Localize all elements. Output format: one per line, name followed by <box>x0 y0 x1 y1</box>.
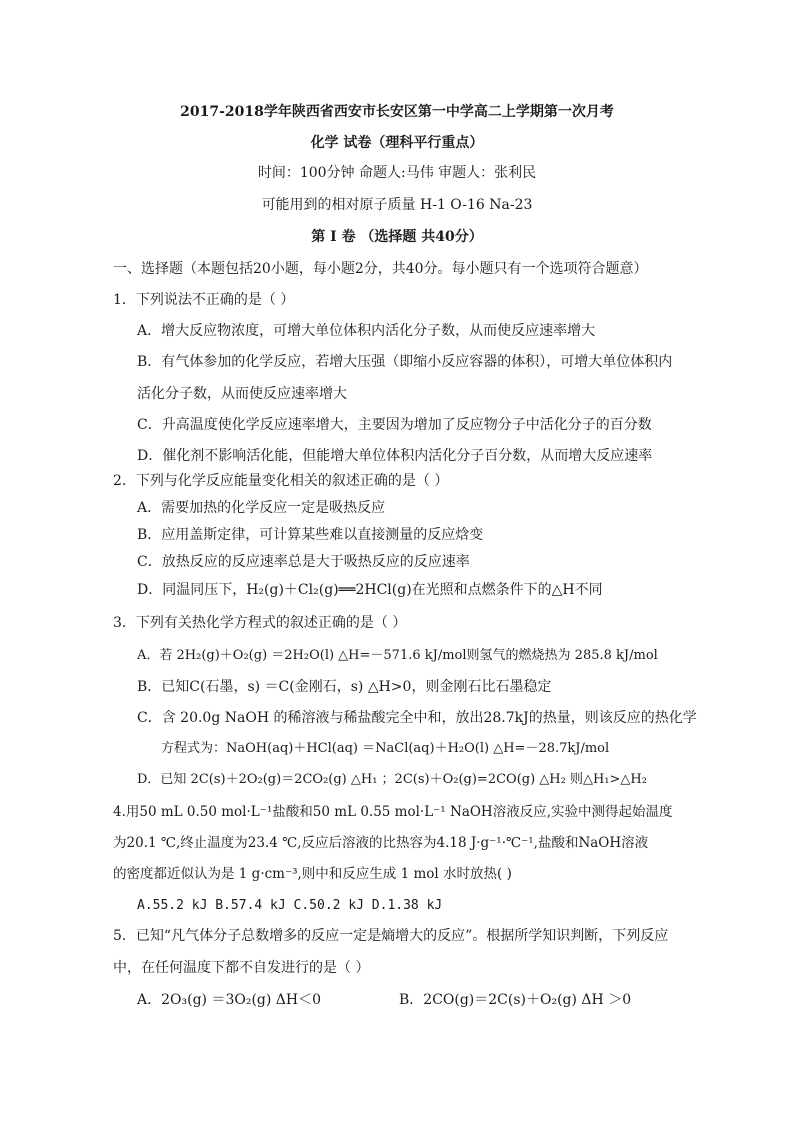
question-3-option-a: A．若 2H₂(g)＋O₂(g) ＝2H₂O(l) △H=－571.6 kJ/mol则氢气的燃烧热为 285.8 kJ/mol <box>137 648 658 663</box>
question-5-line-1: 5．已知“凡气体分子总数增多的反应一定是熵增大的反应”。根据所学知识判断，下列反应 <box>113 928 669 944</box>
question-1-option-b: B．有气体参加的化学反应，若增大压强（即缩小反应容器的体积），可增大单位体积内 <box>137 354 673 370</box>
question-4-line-1: 4.用50 mL 0.50 mol·L⁻¹盐酸和50 mL 0.55 mol·L⁻¹ NaOH溶液反应,实验中测得起始温度 <box>113 804 673 820</box>
atomic-mass-note: 可能用到的相对原子质量 H-1 O-16 Na-23 <box>261 197 533 213</box>
question-1-option-b-continued: 活化分子数，从而使反应速率增大 <box>137 386 347 402</box>
question-5-option-b: B．2CO(g)＝2C(s)＋O₂(g) ΔH ＞0 <box>399 992 632 1008</box>
exam-subtitle: 化学 试卷（理科平行重点） <box>310 135 484 151</box>
question-1-stem: 1．下列说法不正确的是（ ） <box>113 292 295 308</box>
question-4-line-3: 的密度都近似认为是 1 g·cm⁻³,则中和反应生成 1 mol 水时放热( ) <box>113 866 512 882</box>
question-3-option-c-continued: 方程式为：NaOH(aq)＋HCl(aq) ＝NaCl(aq)＋H₂O(l) △H=－28.7kJ/mol <box>161 741 610 756</box>
question-5-line-2: 中，在任何温度下都不自发进行的是（ ） <box>113 960 370 976</box>
question-3-option-d: D．已知 2C(s)＋2O₂(g)＝2CO₂(g) △H₁ ；2C(s)＋O₂(g)=2CO(g) △H₂ 则△H₁>△H₂ <box>137 772 647 787</box>
question-2-option-a: A．需要加热的化学反应一定是吸热反应 <box>137 500 386 516</box>
section-instructions: 一、选择题（本题包括20小题，每小题2分，共40分。每小题只有一个选项符合题意） <box>113 261 648 277</box>
question-1-option-a: A．增大反应物浓度，可增大单位体积内活化分子数，从而使反应速率增大 <box>137 323 596 339</box>
question-3-option-c: C．含 20.0g NaOH 的稀溶液与稀盐酸完全中和，放出28.7kJ的热量，则该反应的热化学 <box>137 710 697 726</box>
exam-info: 时间：100分钟 命题人:马伟 审题人：张利民 <box>257 165 537 181</box>
question-4-options: A.55.2 kJ B.57.4 kJ C.50.2 kJ D.1.38 kJ <box>137 898 443 913</box>
question-2-stem: 2．下列与化学反应能量变化相关的叙述正确的是（ ） <box>113 473 449 489</box>
question-4-line-2: 为20.1 ℃,终止温度为23.4 ℃,反应后溶液的比热容为4.18 J·g⁻¹·℃⁻¹,盐酸和NaOH溶液 <box>113 835 649 851</box>
question-3-option-b: B．已知C(石墨，s) ＝C(金刚石，s) △H>0，则金刚石比石墨稳定 <box>137 679 552 695</box>
question-1-option-c: C．升高温度使化学反应速率增大，主要因为增加了反应物分子中活化分子的百分数 <box>137 417 652 433</box>
question-1-option-d: D．催化剂不影响活化能，但能增大单位体积内活化分子百分数，从而增大反应速率 <box>137 448 653 464</box>
section-heading: 第 I 卷 （选择题 共40分） <box>311 229 483 245</box>
question-2-option-c: C．放热反应的反应速率总是大于吸热反应的反应速率 <box>137 554 470 570</box>
question-5-option-a: A．2O₃(g) ＝3O₂(g) ΔH＜0 <box>137 992 322 1008</box>
question-2-option-d: D．同温同压下，H₂(g)＋Cl₂(g)══2HCl(g)在光照和点燃条件下的△H不同 <box>137 582 603 598</box>
question-2-option-b: B．应用盖斯定律，可计算某些难以直接测量的反应焓变 <box>137 527 484 543</box>
exam-title: 2017-2018学年陕西省西安市长安区第一中学高二上学期第一次月考 <box>180 104 614 120</box>
question-3-stem: 3．下列有关热化学方程式的叙述正确的是（ ） <box>113 615 407 631</box>
